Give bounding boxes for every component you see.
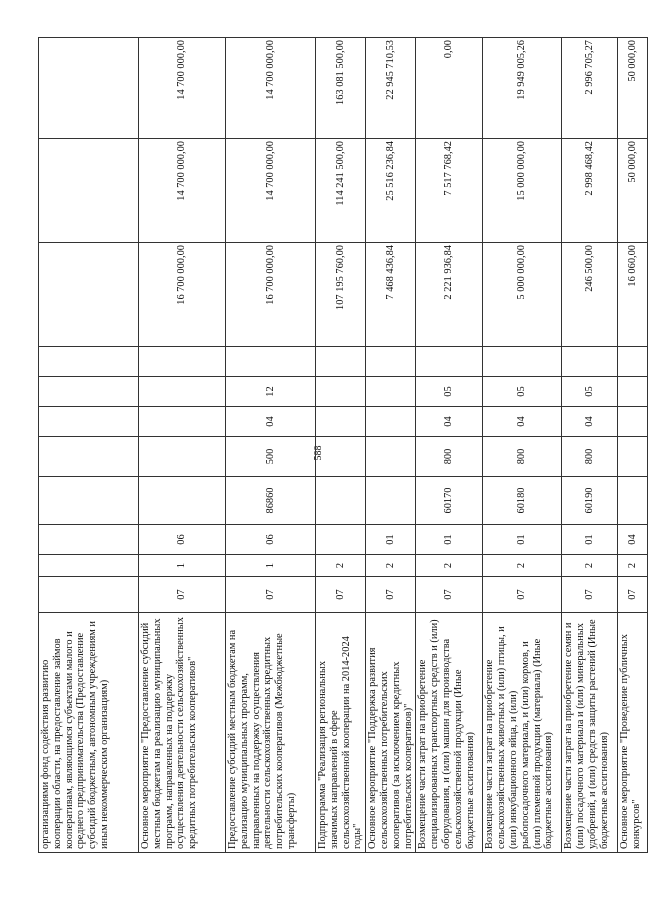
amount-cell: 16 700 000,00 <box>226 243 316 347</box>
code-cell <box>483 347 562 377</box>
code-cell <box>39 377 139 407</box>
amount-cell <box>39 38 139 139</box>
amount-cell: 14 700 000,00 <box>139 38 226 139</box>
row-name: Основное мероприятие "Предоставление субсидий местным бюджетам на реализацию муниципальных программ, направленных на поддержку осуществления деятельности сельскохозяйственных кредитных потребительских кооперативов" <box>139 613 226 853</box>
code-cell: 05 <box>416 377 483 407</box>
row-name: Возмещение части затрат на приобретение специализированных транспортных средств и (или) оборудования, и (или) машин для производства сельскохозяйственной продукции (Иные бюджетные ассигнования) <box>416 613 483 853</box>
amount-cell: 14 700 000,00 <box>139 139 226 243</box>
code-cell: 01 <box>562 525 618 555</box>
code-cell: 05 <box>562 377 618 407</box>
code-cell: 04 <box>416 407 483 437</box>
code-cell: 500 <box>226 437 316 477</box>
code-cell <box>39 407 139 437</box>
code-cell <box>316 347 366 377</box>
amount-cell: 16 060,00 <box>618 243 648 347</box>
code-cell: 2 <box>483 555 562 577</box>
amount-cell: 19 949 005,26 <box>483 38 562 139</box>
row-name: организациями фонд содействия развитию кооперации области, на предоставление займов кооперативам, являющимся субъектами малого и среднего предпринимательства (Предоставление субсидий бюджетным, автономным учреждениям и иным некоммерческим организациям) <box>39 613 139 853</box>
code-cell: 1 <box>139 555 226 577</box>
amount-cell: 50 000,00 <box>618 139 648 243</box>
code-cell: 04 <box>483 407 562 437</box>
code-cell <box>316 437 366 477</box>
code-cell <box>316 477 366 525</box>
code-cell: 04 <box>226 407 316 437</box>
code-cell <box>39 347 139 377</box>
row-name: Подпрограмма "Реализация региональных значимых направлений в сфере сельскохозяйственной кооперации на 2014-2024 годы" <box>316 613 366 853</box>
code-cell: 60190 <box>562 477 618 525</box>
code-cell: 01 <box>366 525 416 555</box>
amount-cell: 163 081 500,00 <box>316 38 366 139</box>
table-row <box>416 38 483 853</box>
code-cell: 07 <box>316 577 366 613</box>
amount-cell: 246 500,00 <box>562 243 618 347</box>
code-cell: 04 <box>618 525 648 555</box>
amount-cell <box>39 139 139 243</box>
code-cell: 60180 <box>483 477 562 525</box>
rotated-budget-table <box>38 38 643 853</box>
code-cell: 2 <box>316 555 366 577</box>
code-cell <box>39 555 139 577</box>
code-cell <box>618 437 648 477</box>
amount-cell: 2 221 936,84 <box>416 243 483 347</box>
code-cell <box>366 407 416 437</box>
code-cell: 01 <box>483 525 562 555</box>
amount-cell: 114 241 500,00 <box>316 139 366 243</box>
code-cell: 07 <box>139 577 226 613</box>
amount-cell: 14 700 000,00 <box>226 38 316 139</box>
code-cell: 06 <box>226 525 316 555</box>
amount-cell: 14 700 000,00 <box>226 139 316 243</box>
code-cell <box>618 347 648 377</box>
code-cell <box>39 525 139 555</box>
code-cell <box>618 477 648 525</box>
code-cell: 86860 <box>226 477 316 525</box>
code-cell <box>39 437 139 477</box>
code-cell: 07 <box>226 577 316 613</box>
code-cell <box>226 347 316 377</box>
amount-cell: 22 945 710,53 <box>366 38 416 139</box>
code-cell: 60170 <box>416 477 483 525</box>
amount-cell: 16 700 000,00 <box>139 243 226 347</box>
code-cell <box>416 347 483 377</box>
code-cell: 04 <box>562 407 618 437</box>
row-name: Основное мероприятие "Проведение публичных конкурсов" <box>618 613 648 853</box>
table-row <box>39 38 139 853</box>
table-row <box>316 38 366 853</box>
code-cell <box>316 407 366 437</box>
code-cell: 06 <box>139 525 226 555</box>
code-cell: 07 <box>483 577 562 613</box>
amount-cell: 25 516 236,84 <box>366 139 416 243</box>
budget-table <box>38 37 648 853</box>
amount-cell <box>39 243 139 347</box>
code-cell <box>366 477 416 525</box>
code-cell <box>366 347 416 377</box>
code-cell <box>366 437 416 477</box>
table-body <box>39 38 648 853</box>
row-name: Предоставление субсидий местным бюджетам на реализацию муниципальных программ, направленных на поддержку осуществления деятельности сельскохозяйственных кредитных потребительских кооперативов (Межбюджетные трансферты) <box>226 613 316 853</box>
code-cell: 800 <box>483 437 562 477</box>
code-cell <box>562 347 618 377</box>
code-cell: 2 <box>618 555 648 577</box>
code-cell <box>139 407 226 437</box>
code-cell: 1 <box>226 555 316 577</box>
row-name: Возмещение части затрат на приобретение сельскохозяйственных животных и (или) птицы, и (или) инкубационного яйца, и (или) рыбопосадочного материала, и (или) кормов, и (или) племенной продукции (материала) (Иные бюджетные ассигнования) <box>483 613 562 853</box>
code-cell <box>39 577 139 613</box>
amount-cell: 0,00 <box>416 38 483 139</box>
amount-cell: 107 195 760,00 <box>316 243 366 347</box>
code-cell <box>139 437 226 477</box>
code-cell: 2 <box>416 555 483 577</box>
amount-cell: 15 000 000,00 <box>483 139 562 243</box>
row-name: Возмещение части затрат на приобретение семян и (или) посадочного материала и (или) минеральных удобрений, и (или) средств защиты растений (Иные бюджетные ассигнования) <box>562 613 618 853</box>
code-cell: 07 <box>562 577 618 613</box>
code-cell: 05 <box>483 377 562 407</box>
code-cell <box>139 347 226 377</box>
code-cell: 07 <box>416 577 483 613</box>
amount-cell: 50 000,00 <box>618 38 648 139</box>
table-row <box>483 38 562 853</box>
amount-cell: 7 468 436,84 <box>366 243 416 347</box>
code-cell <box>366 377 416 407</box>
page-number: 588 <box>313 445 324 461</box>
table-row <box>618 38 648 853</box>
code-cell <box>39 477 139 525</box>
code-cell <box>139 377 226 407</box>
table-row <box>226 38 316 853</box>
code-cell: 07 <box>618 577 648 613</box>
code-cell <box>316 525 366 555</box>
code-cell <box>618 377 648 407</box>
code-cell: 800 <box>562 437 618 477</box>
amount-cell: 5 000 000,00 <box>483 243 562 347</box>
table-row <box>366 38 416 853</box>
code-cell: 2 <box>562 555 618 577</box>
code-cell: 01 <box>416 525 483 555</box>
code-cell: 07 <box>366 577 416 613</box>
table-row <box>139 38 226 853</box>
code-cell <box>139 477 226 525</box>
code-cell: 12 <box>226 377 316 407</box>
table-row <box>562 38 618 853</box>
code-cell <box>316 377 366 407</box>
code-cell <box>618 407 648 437</box>
row-name: Основное мероприятие "Поддержка развития сельскохозяйственных потребительских кооперативов (за исключением кредитных потребительских кооперативов)" <box>366 613 416 853</box>
amount-cell: 2 998 468,42 <box>562 139 618 243</box>
amount-cell: 7 517 768,42 <box>416 139 483 243</box>
code-cell: 2 <box>366 555 416 577</box>
amount-cell: 2 996 705,27 <box>562 38 618 139</box>
code-cell: 800 <box>416 437 483 477</box>
